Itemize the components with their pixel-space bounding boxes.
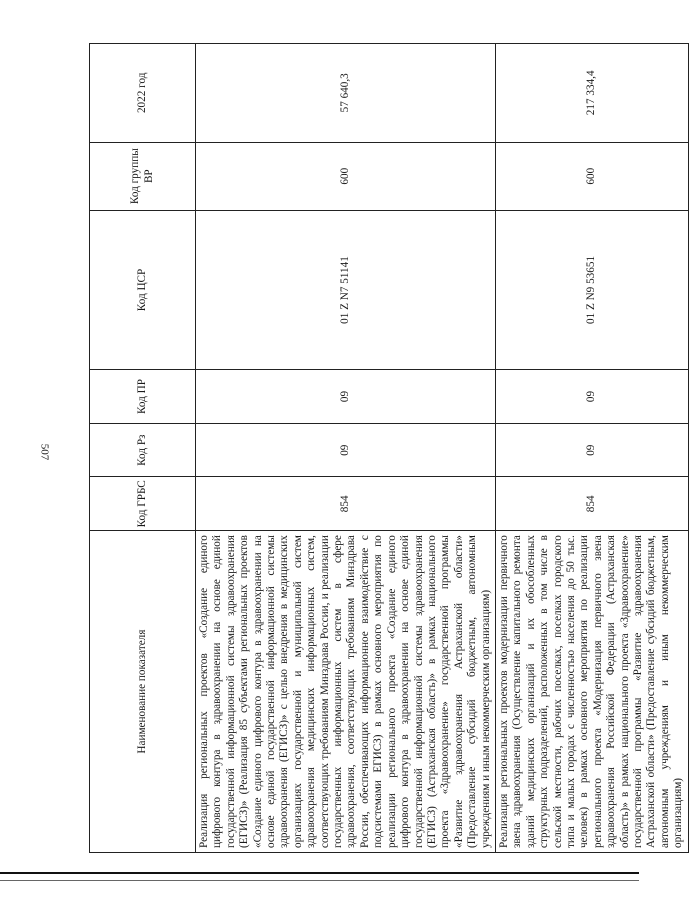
row-pr: 09 — [196, 370, 496, 424]
header-rz: Код Рз — [90, 423, 196, 477]
row-csr: 01 Z N9 53651 — [495, 210, 688, 369]
table-row — [196, 44, 496, 853]
row-csr: 01 Z N7 51141 — [196, 210, 496, 369]
bottom-border-line — [0, 872, 639, 874]
row-rz: 09 — [196, 423, 496, 477]
row-grbs: 854 — [196, 477, 496, 531]
row-name: Реализация региональных проектов модернизации первичного звена здравоохранения (Осуществление капитального ремонта зданий медицинских организаций и их обособленных структурных подразделений, расположенных в том числе в сельской местности, рабочих поселках, поселках городского типа и малых городах с численностью населения до 50 тыс. человек) в рамках основного мероприятия по реализации регионального проекта «Модернизация первичного звена здравоохранения Российской Федерации (Астраханская область)» в рамках национального проекта «Здравоохранение» государственной программы «Развитие здравоохранения Астраханской области» (Предоставление субсидий бюджетным, автономным учреждениям и иным некоммерческим организациям) — [495, 531, 688, 853]
row-name: Реализация региональных проектов «Создание единого цифрового контура в здравоохранении на основе единой государственной информационной системы здравоохранения (ЕГИСЗ)» (Реализация 85 субъектами региональных проектов «Создание единого цифрового контура в здравоохранении на основе единой государственной информационной системы здравоохранения (ЕГИСЗ)» с целью внедрения в медицинских организациях государственной и муниципальной систем здравоохранения медицинских информационных систем, соответствующих требованиям Минздрава России, и реализации государственных информационных систем в сфере здравоохранения, соответствующих требованиям Минздрава России, обеспечивающих информационное взаимодействие с подсистемами ЕГИСЗ) в рамках основного мероприятия по реализации регионального проекта «Создание единого цифрового контура в здравоохранении на основе единой государственной информационной системы здравоохранения (ЕГИСЗ) (Астраханская область)» в рамках национального проекта «Здравоохранение» государственной программы «Развитие здравоохранения Астраханской области» (Предоставление субсидий бюджетным, автономным учреждениям и иным некоммерческим организациям) — [196, 531, 496, 853]
header-pr: Код ПР — [90, 370, 196, 424]
row-amount: 217 334,4 — [495, 44, 688, 143]
row-amount: 57 640,3 — [196, 44, 496, 143]
row-pr: 09 — [495, 370, 688, 424]
rotated-table-container — [89, 43, 685, 853]
bottom-border-line-secondary — [0, 880, 639, 881]
row-vr: 600 — [495, 142, 688, 210]
budget-table — [89, 43, 689, 853]
row-grbs: 854 — [495, 477, 688, 531]
table-row — [495, 44, 688, 853]
row-rz: 09 — [495, 423, 688, 477]
page-number: 507 — [38, 443, 51, 461]
header-name: Наименование показателя — [90, 531, 196, 853]
header-row — [90, 44, 196, 853]
header-grbs: Код ГРБС — [90, 477, 196, 531]
row-vr: 600 — [196, 142, 496, 210]
header-csr: Код ЦСР — [90, 210, 196, 369]
header-vr: Код группы ВР — [90, 142, 196, 210]
header-year: 2022 год — [90, 44, 196, 143]
